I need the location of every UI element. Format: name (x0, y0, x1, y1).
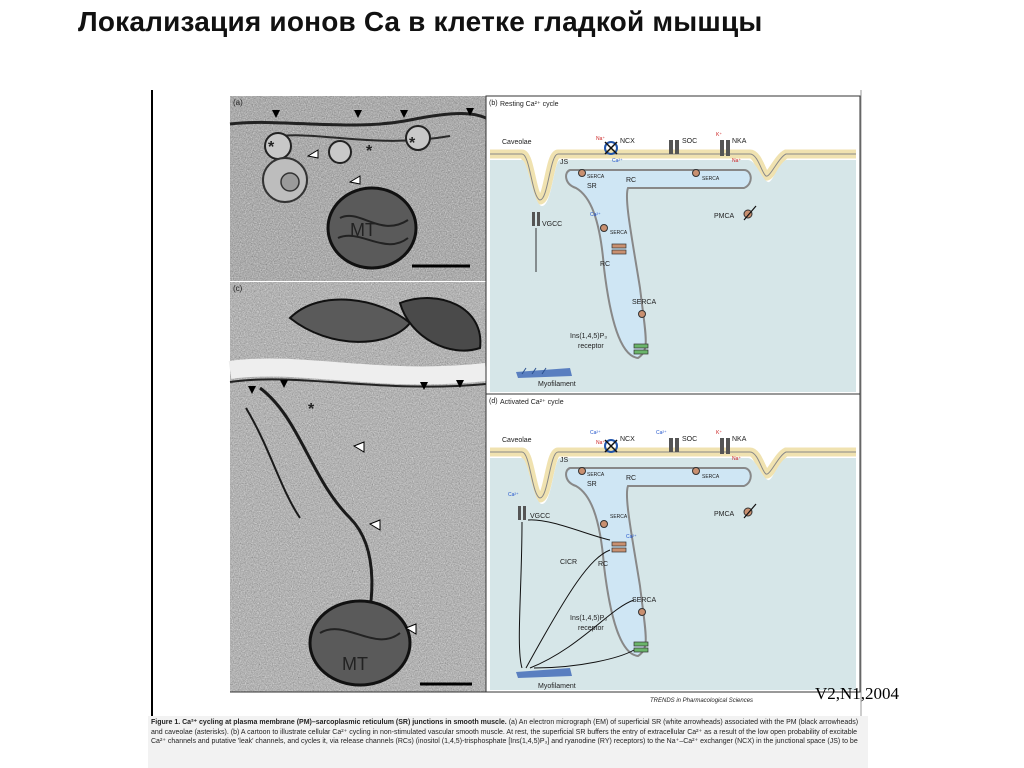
panel-d-pmca-label: PMCA (714, 511, 735, 518)
panel-d-ca-label-1: Ca²⁺ (590, 430, 601, 436)
panel-a-micrograph (230, 96, 486, 281)
citation: V2,N1,2004 (815, 684, 900, 703)
panel-b-rc-label-2: RC (600, 261, 611, 268)
panel-c-tag: (c) (233, 284, 243, 293)
panel-b-diagram (486, 96, 860, 394)
panel-d-ca-label-3: Ca²⁺ (508, 492, 519, 498)
panel-b-k-label: K⁺ (716, 132, 722, 138)
panel-b-caveolae-label: Caveolae (502, 139, 532, 146)
panel-d-na-label-2: Na⁺ (732, 456, 742, 462)
panel-b-tag: (b) (489, 100, 498, 107)
panel-b-serca-label-4: SERCA (632, 299, 657, 306)
panel-d-cicr-label: CICR (560, 559, 578, 566)
panel-a-mt-label: MT (350, 220, 376, 240)
panel-b-soc-label: SOC (682, 138, 698, 145)
svg-text:*: * (308, 401, 315, 418)
panel-c-mt-label: MT (342, 654, 368, 674)
panel-d-js-label: JS (560, 457, 569, 464)
panel-d-serca-label-2: SERCA (702, 474, 720, 480)
panel-b-vgcc-label: VGCC (542, 221, 563, 228)
panel-b-rc-label-1: RC (626, 177, 637, 184)
panel-b-serca-label-3: SERCA (610, 230, 628, 236)
panel-d-sr-label: SR (587, 481, 597, 488)
panel-b-js-label: JS (560, 159, 569, 166)
figure-source: TRENDS in Pharmacological Sciences (650, 698, 754, 704)
panel-d-tag: (d) (489, 398, 498, 405)
panel-b-na-label: Na⁺ (596, 136, 606, 142)
panel-b-receptor-label: receptor (578, 343, 604, 350)
panel-b-nka-label: NKA (732, 138, 747, 145)
panel-d-rc-label-1: RC (626, 475, 637, 482)
panel-d-nka-label: NKA (732, 436, 747, 443)
panel-d-ncx-label: NCX (620, 436, 635, 443)
panel-d-vgcc-label: VGCC (530, 513, 551, 520)
panel-d-na-label: Na⁺ (596, 440, 606, 446)
panel-a-tag: (a) (233, 98, 243, 107)
panel-d-ins-label: Ins(1,4,5)P₃ (570, 615, 608, 622)
panel-d-soc-label: SOC (682, 436, 698, 443)
panel-d-diagram (486, 394, 860, 692)
svg-text:*: * (409, 135, 416, 152)
panel-d-ca-label-2: Ca²⁺ (656, 430, 667, 436)
panel-d-serca-label-3: SERCA (610, 514, 628, 520)
panel-d-title: Activated Ca²⁺ cycle (500, 399, 564, 406)
panel-b-serca-label-1: SERCA (587, 174, 605, 180)
panel-d-rc-label-2: RC (598, 561, 609, 568)
panel-b-ca-label-1: Ca²⁺ (612, 158, 623, 164)
slide-title: Локализация ионов Ca в клетке гладкой мышцы (78, 6, 763, 37)
panel-b-pmca-label: PMCA (714, 213, 735, 220)
panel-d-caveolae-label: Caveolae (502, 437, 532, 444)
panel-b-title: Resting Ca²⁺ cycle (500, 101, 559, 108)
panel-b-myofilament-label: Myofilament (538, 381, 576, 388)
figure (150, 88, 864, 720)
caption-body: (a) An electron micrograph (EM) of superficial SR (white arrowheads) associated with the PM (black arrowheads) and caveolae (asterisks). (b) A cartoon to illustrate cellular Ca²⁺ cycling in non-stimulated vascular smooth muscle. At rest, the superficial SR buffers the entry of extracellular Ca²⁺ as a result of the low open probability of excitable Ca²⁺ channels and putative 'leak' channels, and cycles it, via release channels (RCs) (inositol (1,4,5)-trisphosphate [Ins(1,4,5)P₃] and ryanodine (RY) receptors) to the Na⁺–Ca²⁺ exchanger (NCX) in the junctional space (JS) to be (151, 719, 859, 745)
figure-caption (148, 716, 868, 768)
panel-d-serca-label-1: SERCA (587, 472, 605, 478)
panel-d-receptor-label: receptor (578, 625, 604, 632)
panel-b-ins-label: Ins(1,4,5)P₃ (570, 333, 608, 340)
svg-text:*: * (366, 143, 373, 160)
panel-d-ca-label-4: Ca²⁺ (626, 534, 637, 540)
panel-b-ncx-label: NCX (620, 138, 635, 145)
panel-b-na-label-2: Na⁺ (732, 158, 742, 164)
caption-lead: Figure 1. Ca²⁺ cycling at plasma membrane (PM)–sarcoplasmic reticulum (SR) junctions in smooth muscle. (151, 719, 507, 726)
panel-b-ca-label-2: Ca²⁺ (590, 212, 601, 218)
panel-d-myofilament-label: Myofilament (538, 683, 576, 690)
panel-b-sr-label: SR (587, 183, 597, 190)
panel-c-micrograph (230, 282, 486, 692)
svg-text:*: * (268, 139, 275, 156)
panel-d-k-label: K⁺ (716, 430, 722, 436)
panel-b-serca-label-2: SERCA (702, 176, 720, 182)
panel-d-serca-label-4: SERCA (632, 597, 657, 604)
